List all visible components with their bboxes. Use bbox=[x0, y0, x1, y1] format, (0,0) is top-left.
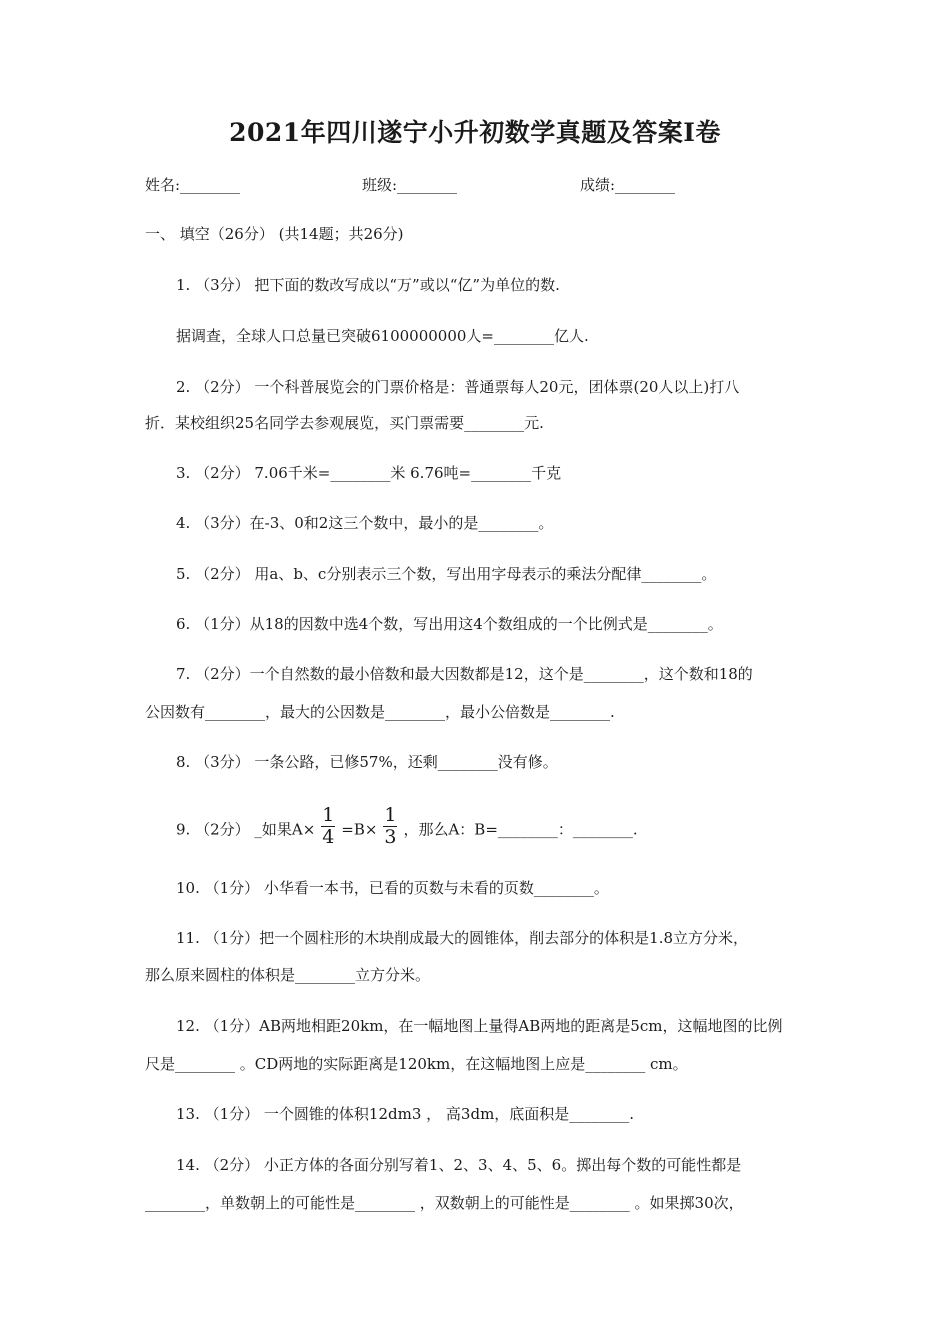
name-field: 姓名:________ bbox=[145, 176, 241, 194]
question-10: 10. （1分） 小华看一本书，已看的页数与未看的页数________。 bbox=[176, 879, 609, 897]
page-title: 2021年四川遂宁小升初数学真题及答案Ⅰ卷 bbox=[229, 118, 721, 147]
question-12-line1: 12. （1分）AB两地相距20km，在一幅地图上量得AB两地的距离是5cm，这幅地图的比例 bbox=[176, 1017, 783, 1035]
question-7-line2: 公因数有________，最大的公因数是________，最小公倍数是________. bbox=[145, 703, 615, 721]
fraction-numerator: 1 bbox=[384, 804, 397, 826]
question-8: 8. （3分） 一条公路，已修57%，还剩________没有修。 bbox=[176, 753, 558, 771]
score-field: 成绩:________ bbox=[580, 176, 676, 194]
fraction-numerator: 1 bbox=[322, 804, 335, 826]
section-heading: 一、 填空（26分） (共14题；共26分) bbox=[145, 225, 404, 243]
question-1-prompt: 1. （3分） 把下面的数改写成以“万”或以“亿”为单位的数. bbox=[176, 276, 560, 294]
question-9 bbox=[176, 804, 638, 851]
class-field: 班级:________ bbox=[362, 176, 458, 194]
question-3: 3. （2分） 7.06千米=________米 6.76吨=________千克 bbox=[176, 464, 562, 482]
question-9-prefix: 9. （2分） _如果A× bbox=[176, 820, 316, 839]
fraction-one-third bbox=[383, 806, 397, 847]
fraction-denominator: 4 bbox=[322, 826, 335, 848]
question-13: 13. （1分） 一个圆锥的体积12dm3 ， 高3dm，底面积是________. bbox=[176, 1105, 635, 1123]
fraction-one-quarter bbox=[321, 806, 335, 847]
question-14-line1: 14. （2分） 小正方体的各面分别写着1、2、3、4、5、6。掷出每个数的可能性都是 bbox=[176, 1156, 742, 1174]
question-5: 5. （2分） 用a、b、c分别表示三个数，写出用字母表示的乘法分配律________。 bbox=[176, 565, 717, 583]
question-11-line2: 那么原来圆柱的体积是________立方分米。 bbox=[145, 966, 431, 984]
question-9-suffix: ，那么A：B=________：________. bbox=[403, 820, 638, 839]
question-2-line2: 折．某校组织25名同学去参观展览，买门票需要________元. bbox=[145, 414, 544, 432]
question-11-line1: 11. （1分）把一个圆柱形的木块削成最大的圆锥体，削去部分的体积是1.8立方分米， bbox=[176, 929, 749, 947]
question-4: 4. （3分）在-3、0和2这三个数中，最小的是________。 bbox=[176, 514, 554, 532]
fraction-denominator: 3 bbox=[384, 826, 397, 848]
question-14-line2: ________，单数朝上的可能性是________ ，双数朝上的可能性是________ 。如果掷30次， bbox=[145, 1194, 744, 1212]
question-12-line2: 尺是________ 。CD两地的实际距离是120km，在这幅地图上应是________ cm。 bbox=[145, 1055, 688, 1073]
question-2-line1: 2. （2分） 一个科普展览会的门票价格是：普通票每人20元，团体票(20人以上)打八 bbox=[176, 378, 740, 396]
question-7-line1: 7. （2分）一个自然数的最小倍数和最大因数都是12，这个是________，这个数和18的 bbox=[176, 665, 753, 683]
question-1-text: 据调查，全球人口总量已突破6100000000人=________亿人. bbox=[176, 327, 589, 345]
question-9-middle: =B× bbox=[341, 820, 378, 839]
question-6: 6. （1分）从18的因数中选4个数，写出用这4个数组成的一个比例式是________。 bbox=[176, 615, 723, 633]
